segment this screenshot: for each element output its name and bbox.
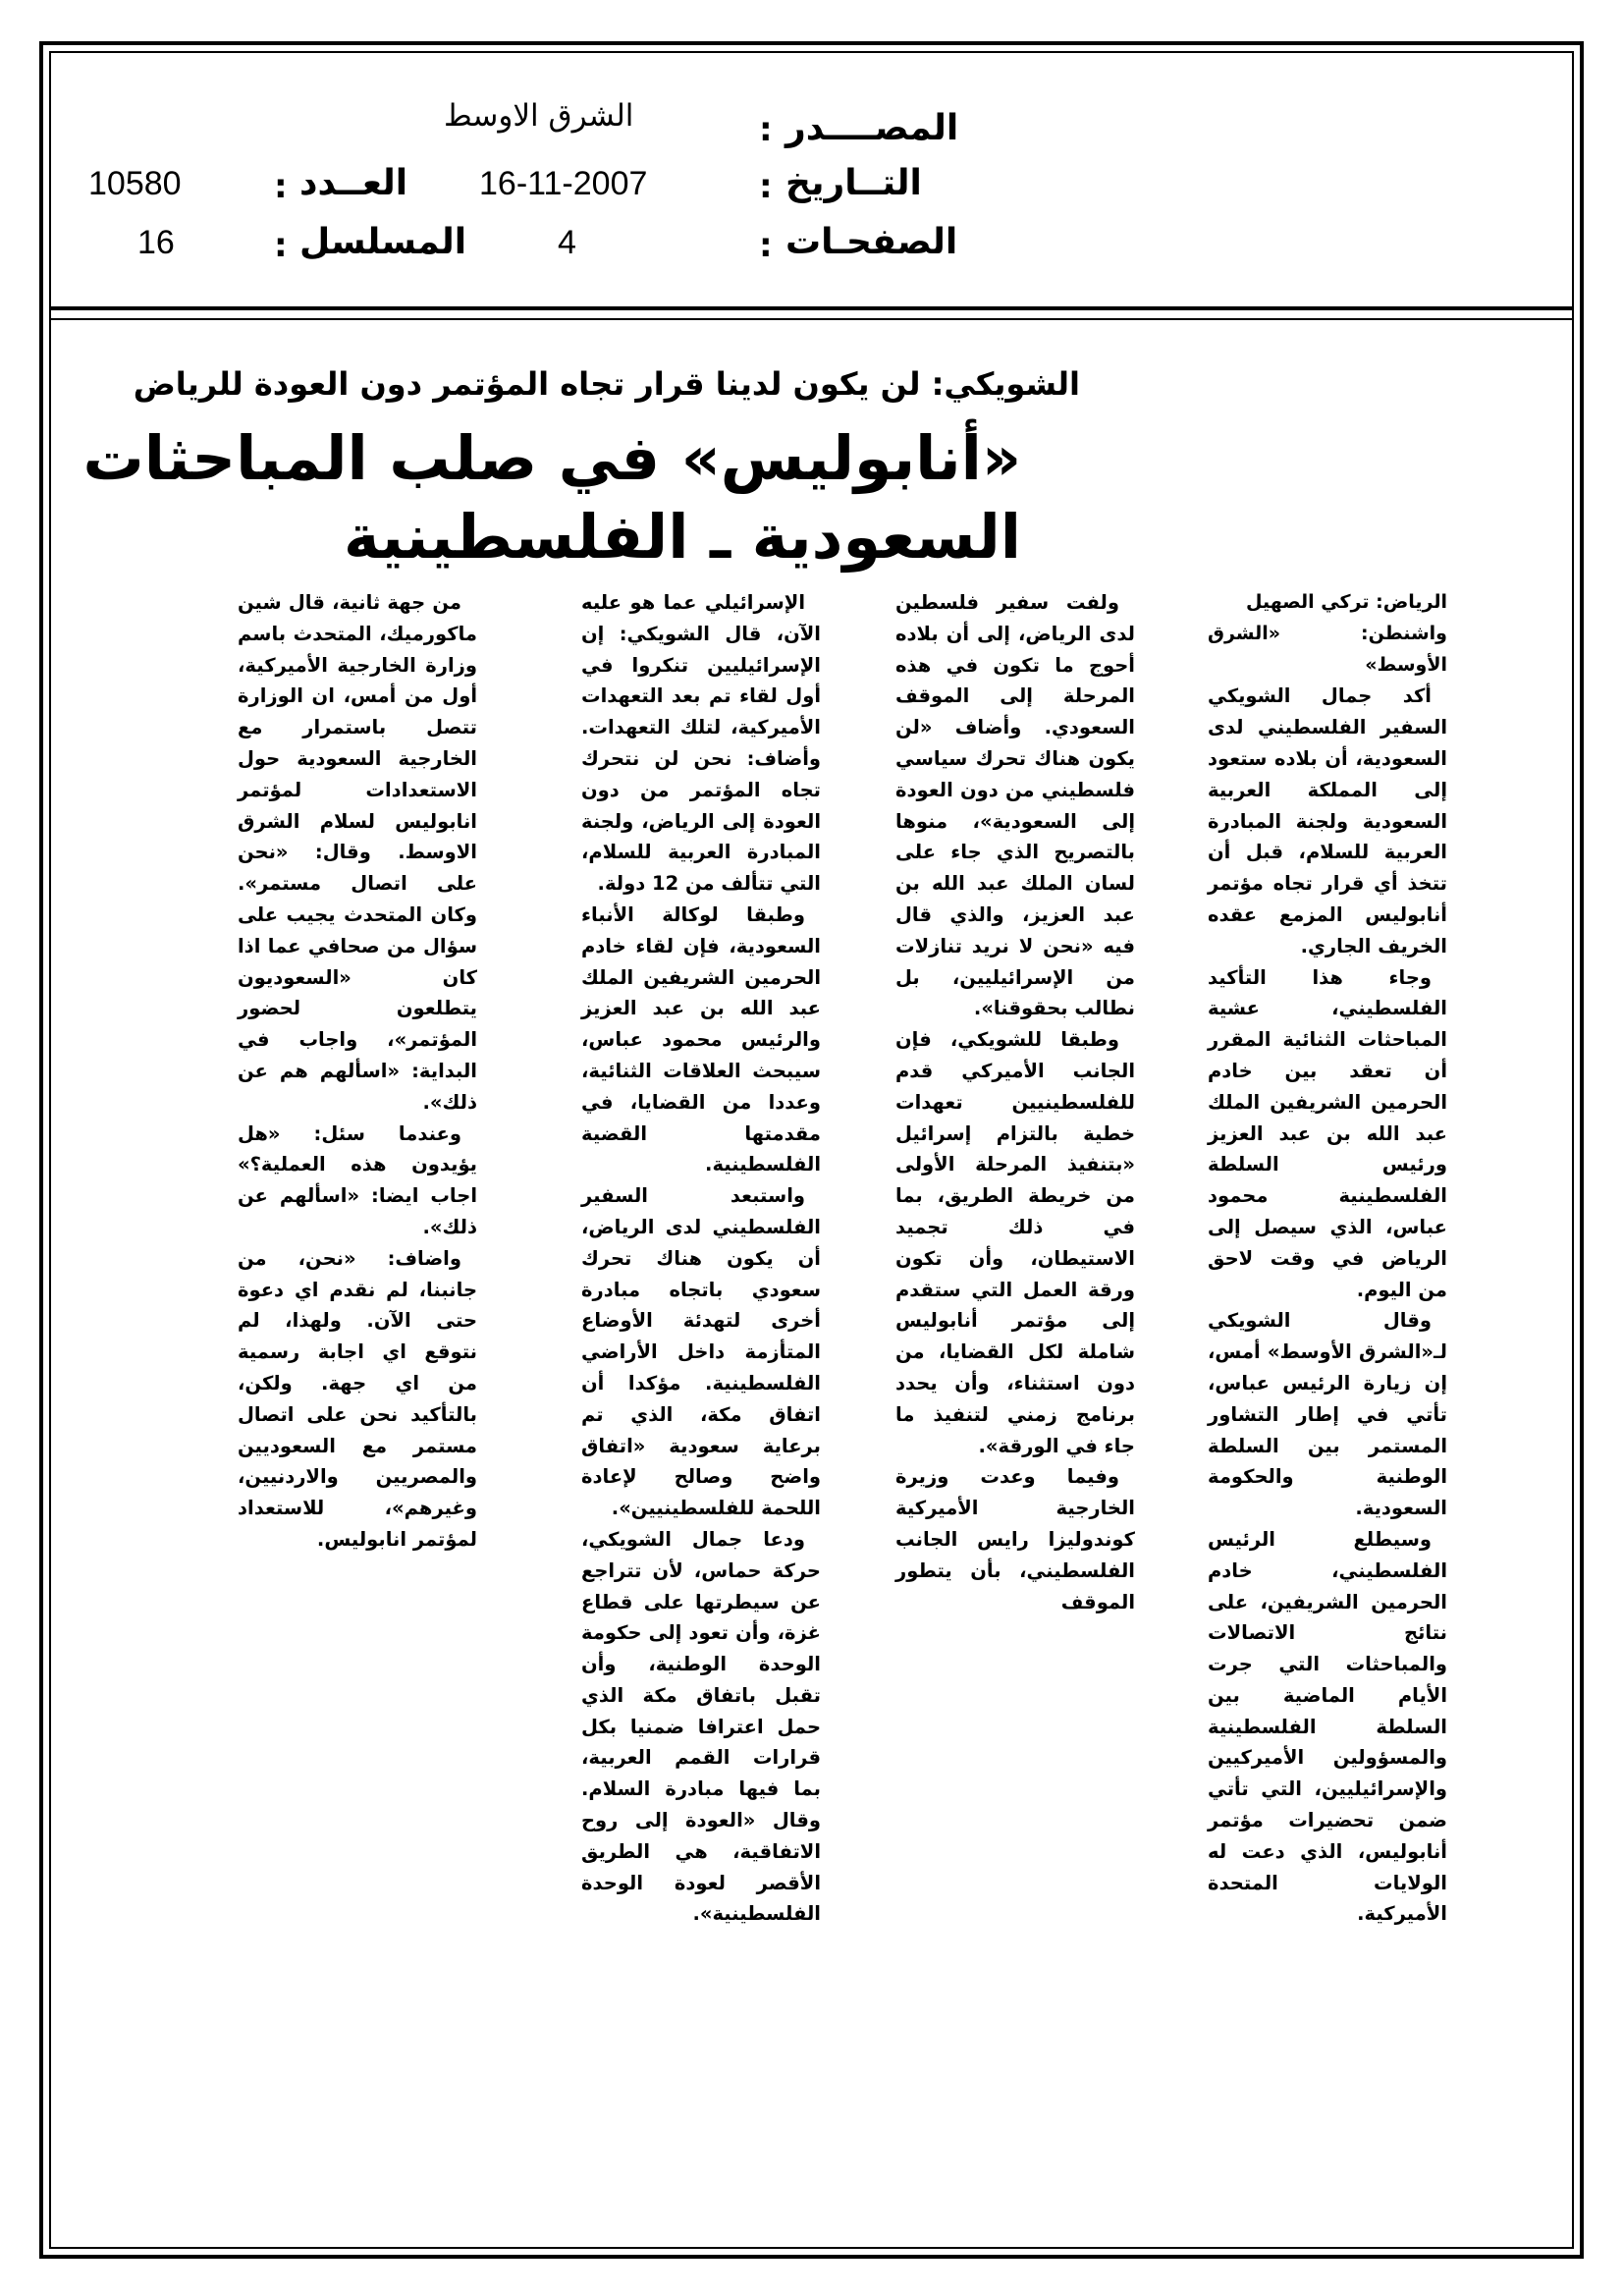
article-column-2 — [895, 587, 1135, 1617]
headline-line-1: «أنابوليس» في صلب المباحثات — [82, 422, 1021, 494]
date-label: التــاريخ — [785, 163, 922, 203]
article-column-1 — [1208, 587, 1447, 1930]
byline-riyadh: الرياض: تركي الصهيل — [1246, 591, 1447, 613]
article-kicker: الشويكي: لن يكون لدينا قرار تجاه المؤتمر دون العودة للرياض — [133, 365, 1080, 403]
date-value: 16-11-2007 — [479, 165, 648, 202]
pages-colon: : — [759, 226, 773, 265]
header-divider-thin — [49, 318, 1574, 320]
serial-value: 16 — [137, 224, 175, 261]
paragraph: وجاء هذا التأكيد الفلسطيني، عشية المباحثات الثنائية المقرر أن تعقد بين خادم الحرمين الشريفين الملك عبد الله بن عبد العزيز ورئيس السلطة الفلسطينية محمود عباس، الذي سيصل إلى الرياض في وقت لاحق من اليوم. — [1208, 965, 1447, 1301]
paragraph: وسيطلع الرئيس الفلسطيني، خادم الحرمين الشريفين، على نتائج الاتصالات والمباحثات التي جرت الأيام الماضية بين السلطة الفلسطينية والمسؤولين الأميركيين والإسرائيليين، التي تأتي ضمن تحضيرات مؤتمر أنابوليس، الذي دعت له الولايات المتحدة الأميركية. — [1208, 1527, 1447, 1926]
paragraph: وطبقا للشويكي، فإن الجانب الأميركي قدم للفلسطينيين تعهدات خطية بالتزام إسرائيل «بتنفيذ المرحلة الأولى من خريطة الطريق، بما في ذلك تجميد الاستيطان، وأن تكون ورقة العمل التي ستقدم إلى مؤتمر أنابوليس شاملة لكل القضايا، من دون استثناء، وأن يحدد برنامج زمني لتنفيذ ما جاء في الورقة». — [895, 1028, 1135, 1457]
paragraph: وعندما سئل: «هل يؤيدون هذه العملية؟» اجاب ايضا: «اسألهم عن ذلك». — [238, 1121, 477, 1238]
paragraph: الإسرائيلي عما هو عليه الآن، قال الشويكي: إن الإسرائيليين تنكروا في أول لقاء تم بعد التعهدات الأميركية، لتلك التعهدات. وأضاف: نحن لن نتحرك تجاه المؤتمر من دون العودة إلى الرياض، ولجنة المبادرة العربية للسلام، التي تتألف من 12 دولة. — [581, 591, 821, 896]
paragraph: وفيما وعدت وزيرة الخارجية الأميركية كوندوليزا رايس الجانب الفلسطيني، بأن يتطور الموقف — [895, 1465, 1135, 1613]
source-value: الشرق الاوسط — [444, 98, 634, 134]
pages-label: الصفحـات — [785, 222, 958, 262]
pages-value: 4 — [558, 224, 576, 261]
serial-colon: : — [274, 226, 288, 265]
source-colon: : — [759, 110, 773, 149]
byline — [1208, 587, 1447, 681]
paragraph: ولفت سفير فلسطين لدى الرياض، إلى أن بلاده أحوج ما تكون في هذه المرحلة إلى الموقف السعودي. وأضاف «لن يكون هناك تحرك سياسي فلسطيني من دون العودة إلى السعودية»، منوها بالتصريح الذي جاء على لسان الملك عبد الله بن عبد العزيز، والذي قال فيه «نحن لا نريد تنازلات من الإسرائيليين، بل نطالب بحقوقنا». — [895, 591, 1135, 1020]
date-colon: : — [759, 167, 773, 206]
paragraph: من جهة ثانية، قال شين ماكورميك، المتحدث باسم وزارة الخارجية الأميركية، أول من أمس، ان الوزارة تتصل باستمرار مع الخارجية السعودية حول الاستعدادات لمؤتمر انابوليس لسلام الشرق الاوسط. وقال: «نحن على اتصال مستمر». وكان المتحدث يجيب على سؤال من صحافي عما اذا كان «السعوديون يتطلعون لحضور المؤتمر»، واجاب في البداية: «اسألهم هم عن ذلك». — [238, 591, 477, 1114]
paragraph: أكد جمال الشويكي السفير الفلسطيني لدى السعودية، أن بلاده ستعود إلى المملكة العربية السعودية ولجنة المبادرة العربية للسلام، قبل أن تتخذ أي قرار تجاه مؤتمر أنابوليس المزمع عقده الخريف الجاري. — [1208, 684, 1447, 957]
paragraph: واستبعد السفير الفلسطيني لدى الرياض، أن يكون هناك تحرك سعودي باتجاه مبادرة أخرى لتهدئة الأوضاع المتأزمة داخل الأراضي الفلسطينية. مؤكدا أن اتفاق مكة، الذي تم برعاية سعودية «اتفاق واضح وصالح لإعادة اللحمة للفلسطينيين». — [581, 1184, 821, 1520]
header-divider — [49, 306, 1574, 310]
issue-value: 10580 — [88, 165, 182, 202]
issue-colon: : — [274, 167, 288, 206]
article-column-4 — [238, 587, 477, 1556]
paragraph: وقال الشويكي لـ«الشرق الأوسط» أمس، إن زيارة الرئيس عباس، تأتي في إطار التشاور المستمر بين السلطة الوطنية والحكومة السعودية. — [1208, 1309, 1447, 1520]
paragraph: وطبقا لوكالة الأنباء السعودية، فإن لقاء خادم الحرمين الشريفين الملك عبد الله بن عبد العزيز والرئيس محمود عباس، سيبحث العلاقات الثنائية، وعددا من القضايا، في مقدمتها القضية الفلسطينية. — [581, 902, 821, 1176]
source-label: المصــــدر — [785, 108, 959, 148]
article-column-3 — [581, 587, 821, 1930]
issue-label: العــدد — [299, 163, 408, 203]
paragraph: واضاف: «نحن، من جانبنا، لم نقدم اي دعوة حتى الآن. ولهذا، لم نتوقع اي اجابة رسمية من اي جهة. ولكن، بالتأكيد نحن على اتصال مستمر مع السعوديين والمصريين والاردنيين، وغيرهم»، للاستعداد لمؤتمر انابوليس. — [238, 1246, 477, 1551]
headline-line-2: السعودية ـ الفلسطينية — [343, 501, 1021, 573]
byline-washington: واشنطن: «الشرق الأوسط» — [1208, 622, 1447, 676]
paragraph: ودعا جمال الشويكي، حركة حماس، لأن تتراجع عن سيطرتها على قطاع غزة، وأن تعود إلى حكومة الوحدة الوطنية، وأن تقبل باتفاق مكة الذي حمل اعترافا ضمنيا بكل قرارات القمم العربية، بما فيها مبادرة السلام. وقال «العودة إلى روح الاتفاقية، هي الطريق الأقصر لعودة الوحدة الفلسطينية». — [581, 1527, 821, 1926]
serial-label: المسلسل — [299, 222, 467, 262]
